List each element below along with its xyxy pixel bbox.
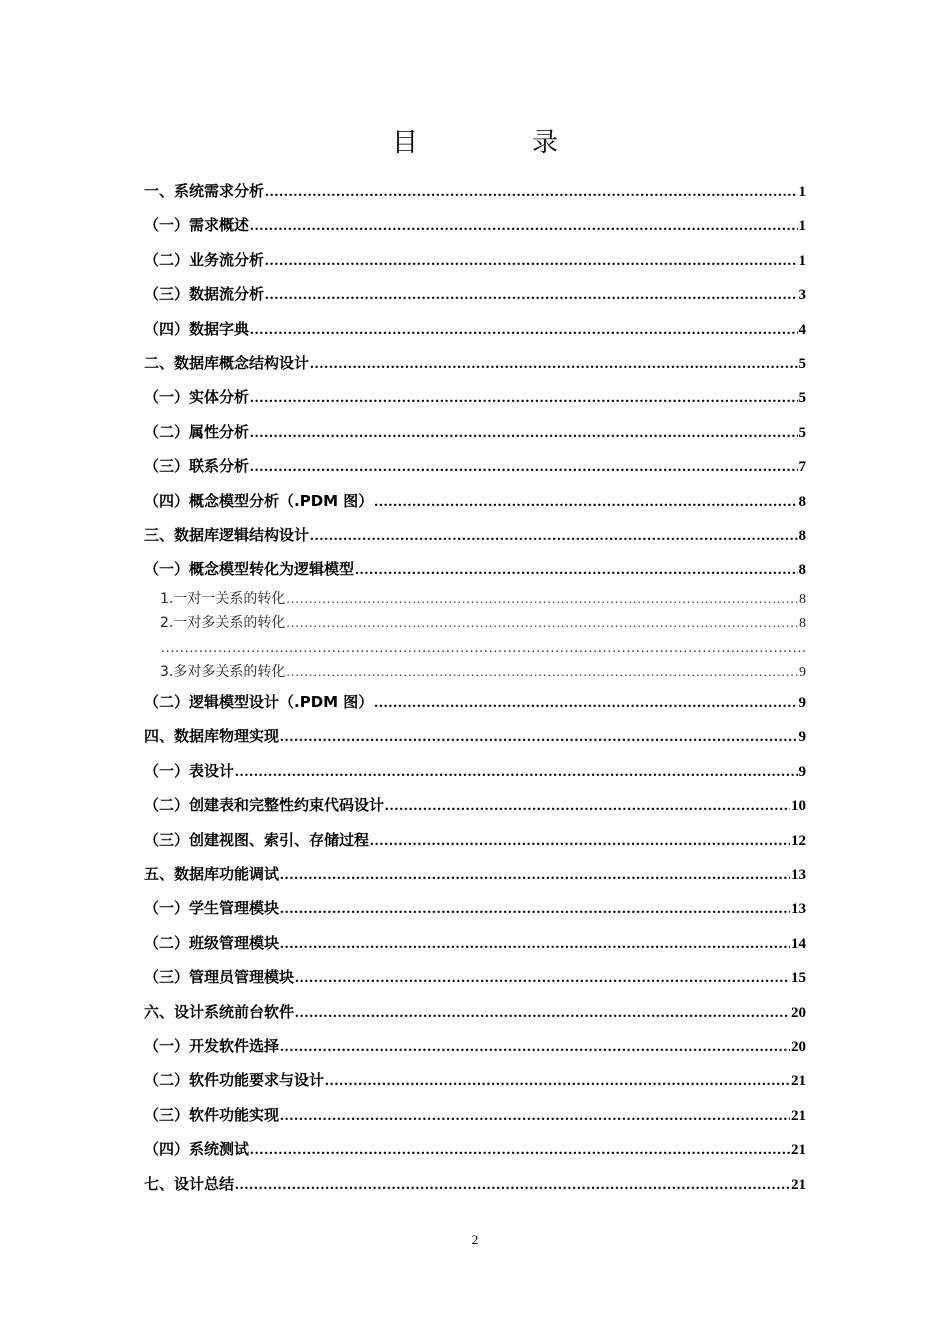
toc-entry-page: 9 bbox=[798, 763, 806, 780]
toc-entry-label: （一）学生管理模块 bbox=[144, 899, 280, 918]
toc-entry-page: 21 bbox=[791, 1142, 806, 1159]
toc-entry[interactable] bbox=[144, 208, 806, 242]
toc-entry-label: （二）软件功能要求与设计 bbox=[144, 1071, 325, 1090]
toc-entry[interactable] bbox=[144, 312, 806, 346]
dot-leader bbox=[250, 416, 797, 450]
toc-entry[interactable] bbox=[144, 1063, 806, 1097]
dot-leader bbox=[280, 892, 790, 926]
toc-entry-page: 20 bbox=[791, 1038, 806, 1055]
toc-entry-label: （三）联系分析 bbox=[144, 457, 250, 476]
toc-entry[interactable] bbox=[144, 552, 806, 586]
dot-leader bbox=[370, 824, 790, 858]
toc-entry[interactable] bbox=[144, 1132, 806, 1166]
dot-leader bbox=[265, 244, 797, 278]
dot-leader bbox=[295, 961, 790, 995]
toc-entry-page: 5 bbox=[798, 390, 806, 407]
toc-entry-page: 21 bbox=[791, 1073, 806, 1090]
dot-leader bbox=[374, 686, 797, 720]
dot-leader bbox=[280, 1099, 790, 1133]
toc-entry-page: 9 bbox=[799, 665, 806, 681]
toc-entry[interactable] bbox=[144, 449, 806, 483]
toc-entry-label: （三）数据流分析 bbox=[144, 285, 265, 304]
dot-leader bbox=[286, 588, 798, 613]
toc-entry[interactable] bbox=[144, 926, 806, 960]
dot-leader bbox=[265, 175, 797, 209]
toc-entry-label: （二）创建表和完整性约束代码设计 bbox=[144, 796, 385, 815]
toc-subentry[interactable] bbox=[144, 660, 806, 685]
toc-entry-page: 5 bbox=[798, 355, 806, 372]
toc-entry-label: 一、系统需求分析 bbox=[144, 182, 265, 200]
dot-leader bbox=[385, 789, 790, 823]
toc-entry-label: （三）创建视图、索引、存储过程 bbox=[144, 830, 370, 849]
toc-entry-page: 1 bbox=[798, 252, 806, 269]
toc-entry[interactable] bbox=[144, 174, 806, 208]
dot-leader bbox=[280, 858, 790, 892]
toc-subentry[interactable] bbox=[144, 587, 806, 612]
toc-entry-page: 12 bbox=[791, 832, 806, 849]
dot-leader bbox=[280, 927, 790, 961]
toc-entry-label: （二）业务流分析 bbox=[144, 250, 265, 269]
toc-entry-label: （三）管理员管理模块 bbox=[144, 968, 295, 987]
toc-entry[interactable] bbox=[144, 518, 806, 552]
dot-leader bbox=[250, 450, 797, 484]
toc-entry-page: 21 bbox=[791, 1107, 806, 1124]
toc-entry-page: 7 bbox=[798, 459, 806, 476]
toc-entry-page: 8 bbox=[799, 591, 806, 607]
toc-entry-label: （四）概念模型分析（.PDM 图） bbox=[144, 491, 374, 510]
toc-entry-label: （一）需求概述 bbox=[144, 216, 250, 235]
toc-subentry[interactable] bbox=[144, 611, 806, 636]
toc-entry-label: 六、设计系统前台软件 bbox=[144, 1002, 295, 1021]
toc-entry[interactable] bbox=[144, 1167, 806, 1201]
dot-leader bbox=[161, 636, 805, 661]
toc-entry[interactable] bbox=[144, 788, 806, 822]
toc-entry[interactable] bbox=[144, 685, 806, 719]
dot-leader bbox=[250, 381, 797, 415]
dot-leader bbox=[355, 553, 797, 587]
toc-entry[interactable] bbox=[144, 277, 806, 311]
dot-leader bbox=[280, 720, 797, 754]
dot-leader bbox=[310, 347, 797, 381]
toc-entry-page: 21 bbox=[791, 1176, 806, 1193]
toc-entry-page: 13 bbox=[791, 901, 806, 918]
toc-entry-page: 4 bbox=[798, 321, 806, 338]
toc-entry-label: （二）班级管理模块 bbox=[144, 933, 280, 952]
toc-entry-page: 8 bbox=[798, 527, 806, 544]
toc-entry-label: （一）表设计 bbox=[144, 761, 235, 780]
toc-entry[interactable] bbox=[144, 754, 806, 788]
toc-dot-line bbox=[144, 636, 806, 661]
toc-entry[interactable] bbox=[144, 1098, 806, 1132]
toc-entry[interactable] bbox=[144, 243, 806, 277]
dot-leader bbox=[286, 612, 798, 637]
toc-entry-label: 五、数据库功能调试 bbox=[144, 865, 280, 884]
page-number: 2 bbox=[471, 1232, 479, 1247]
toc-entry[interactable] bbox=[144, 484, 806, 518]
toc-entry-page: 14 bbox=[791, 935, 806, 952]
toc-title: 目 录 bbox=[391, 128, 602, 158]
toc-entry-page: 13 bbox=[791, 867, 806, 884]
dot-leader bbox=[250, 313, 797, 347]
toc-entry-label: 3.多对多关系的转化 bbox=[160, 664, 286, 681]
toc-entry-page: 8 bbox=[799, 616, 806, 632]
toc-entry-label: 七、设计总结 bbox=[144, 1174, 235, 1193]
toc-entry-page: 8 bbox=[798, 493, 806, 510]
toc-entry[interactable] bbox=[144, 346, 806, 380]
toc-entry[interactable] bbox=[144, 415, 806, 449]
toc-entry[interactable] bbox=[144, 1029, 806, 1063]
toc-entry-label: （四）系统测试 bbox=[144, 1140, 250, 1159]
toc-entry-label: （四）数据字典 bbox=[144, 319, 250, 338]
dot-leader bbox=[374, 485, 797, 519]
toc-entry-label: （一）概念模型转化为逻辑模型 bbox=[144, 560, 355, 579]
toc-entry[interactable] bbox=[144, 891, 806, 925]
toc-entry-label: （一）开发软件选择 bbox=[144, 1036, 280, 1055]
toc-entry[interactable] bbox=[144, 380, 806, 414]
toc-entry-label: 四、数据库物理实现 bbox=[144, 727, 280, 746]
toc-entry-page: 1 bbox=[798, 184, 806, 200]
toc-entry[interactable] bbox=[144, 960, 806, 994]
toc-entry-label: （二）属性分析 bbox=[144, 422, 250, 441]
toc-entry[interactable] bbox=[144, 995, 806, 1029]
toc-entry-label: （三）软件功能实现 bbox=[144, 1105, 280, 1124]
dot-leader bbox=[250, 209, 797, 243]
toc-entry-label: 1.一对一关系的转化 bbox=[160, 590, 286, 607]
toc-entry-label: （二）逻辑模型设计（.PDM 图） bbox=[144, 693, 374, 712]
dot-leader bbox=[310, 519, 797, 553]
toc-entry-label: （一）实体分析 bbox=[144, 388, 250, 407]
dot-leader bbox=[325, 1064, 790, 1098]
toc-entry-page: 9 bbox=[798, 695, 806, 712]
toc-entry-page: 15 bbox=[791, 970, 806, 987]
dot-leader bbox=[235, 1168, 790, 1202]
toc-entry-page: 5 bbox=[798, 424, 806, 441]
toc-entry-page: 10 bbox=[791, 798, 806, 815]
toc-entry-page: 3 bbox=[798, 287, 806, 304]
dot-leader bbox=[235, 755, 797, 789]
toc-entry[interactable] bbox=[144, 857, 806, 891]
toc-entry-label: 2.一对多关系的转化 bbox=[160, 615, 286, 632]
toc-entry-page: 9 bbox=[798, 729, 806, 746]
toc-entry[interactable] bbox=[144, 823, 806, 857]
toc-entry-label: 二、数据库概念结构设计 bbox=[144, 353, 310, 372]
toc-entry[interactable] bbox=[144, 719, 806, 753]
toc-entry-page: 1 bbox=[798, 218, 806, 235]
dot-leader bbox=[250, 1133, 790, 1167]
toc-entry-page: 8 bbox=[798, 562, 806, 579]
dot-leader bbox=[286, 661, 798, 686]
toc-entry-label: 三、数据库逻辑结构设计 bbox=[144, 525, 310, 544]
dot-leader bbox=[280, 1030, 790, 1064]
toc-entry-page: 20 bbox=[791, 1004, 806, 1021]
table-of-contents bbox=[144, 174, 806, 1201]
dot-leader bbox=[265, 278, 797, 312]
dot-leader bbox=[295, 996, 790, 1030]
